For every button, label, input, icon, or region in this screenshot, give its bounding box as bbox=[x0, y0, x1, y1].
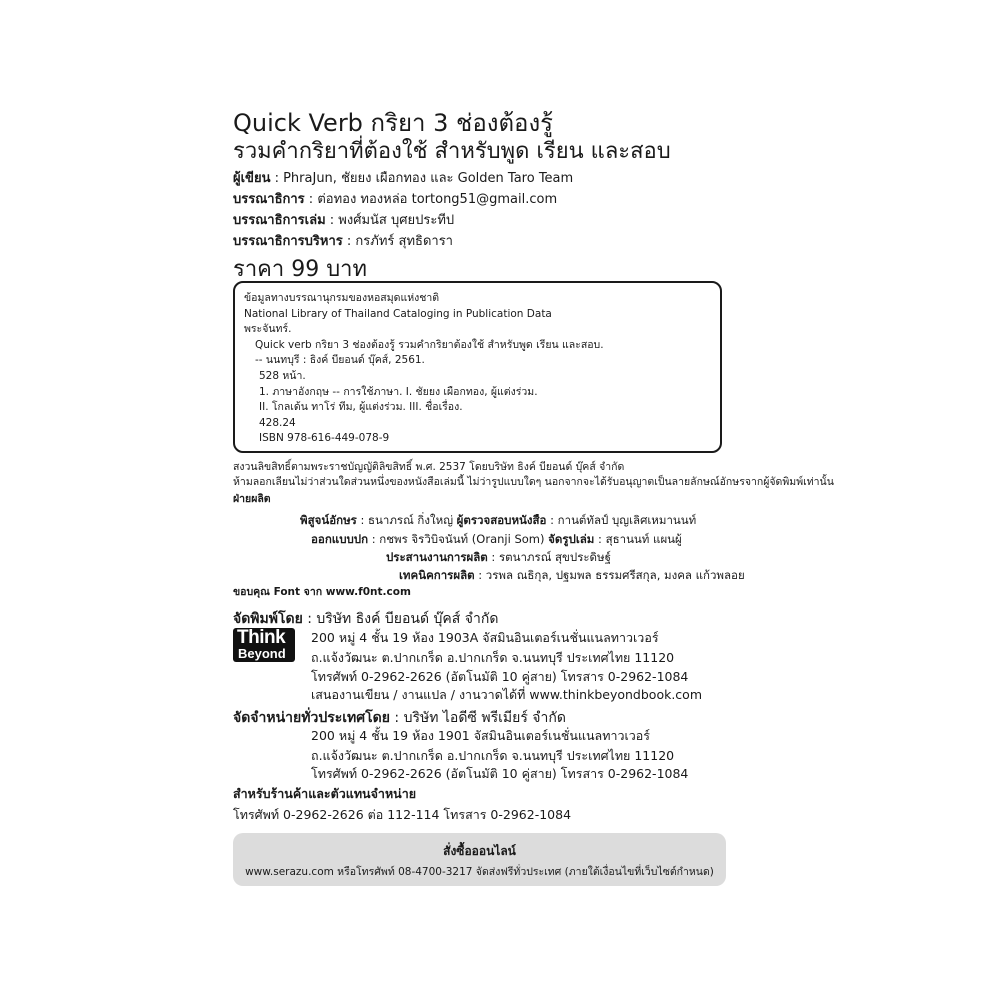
credit-volume-editor bbox=[233, 212, 454, 230]
book-title: Quick Verb กริยา 3 ช่องต้องรู้ bbox=[233, 109, 554, 137]
distributor-label: จัดจำหน่ายทั่วประเทศโดย bbox=[233, 710, 390, 726]
distributor-address: 200 หมู่ 4 ชั้น 19 ห้อง 1901 จัสมินอินเตอร์เนชั่นแนลทาวเวอร์ bbox=[311, 728, 651, 743]
isbn: ISBN 978-616-449-078-9 bbox=[259, 432, 390, 445]
production-label: พิสูจน์อักษร bbox=[300, 513, 357, 527]
credit-value: : ต่อทอง ทองหล่อ tortong51@gmail.com bbox=[304, 192, 558, 207]
font-credit: ขอบคุณ Font จาก www.f0nt.com bbox=[233, 586, 411, 598]
publisher-address: ถ.แจ้งวัฒนะ ต.ปากเกร็ด อ.ปากเกร็ด จ.นนทบุรี ประเทศไทย 11120 bbox=[311, 650, 675, 665]
credit-author bbox=[233, 170, 573, 188]
production-value: : กานต์ทัลป์ บุญเลิศเหมานนท์ bbox=[546, 513, 697, 527]
cip-line: 428.24 bbox=[259, 416, 296, 429]
production-label: ประสานงานการผลิต bbox=[386, 550, 488, 564]
copyright-restriction: ห้ามลอกเลียนไม่ว่าส่วนใดส่วนหนึ่งของหนังสือเล่มนี้ ไม่ว่ารูปแบบใดๆ นอกจากจะได้รับอนุญาตเป็นลายลักษณ์อักษรจากผู้จัดพิมพ์เท่านั้น bbox=[233, 476, 834, 488]
online-order-heading: สั่งซื้อออนไลน์ bbox=[443, 844, 516, 858]
cip-line: II. โกลเด้น ทาโร่ ทีม, ผู้แต่งร่วม. III. ชื่อเรื่อง. bbox=[259, 401, 463, 414]
production-value: : ธนาภรณ์ กิ่งใหญ่ bbox=[356, 513, 457, 527]
publisher-phone: โทรศัพท์ 0-2962-2626 (อัตโนมัติ 10 คู่สาย) โทรสาร 0-2962-1084 bbox=[311, 669, 689, 684]
publisher-website: เสนองานเขียน / งานแปล / งานวาดได้ที่ www.thinkbeyondbook.com bbox=[311, 687, 703, 702]
production-value: : สุธานนท์ แผนผู้ bbox=[594, 532, 682, 546]
logo-text: Beyond bbox=[238, 646, 286, 661]
production-label: ผู้ตรวจสอบหนังสือ bbox=[456, 513, 547, 527]
cip-line: พระจันทร์. bbox=[244, 323, 292, 336]
production-value: : วรพล ณธิกุล, ปฐมพล ธรรมศรีสกุล, มงคล แก้วพลอย bbox=[474, 568, 745, 582]
distributor-name: : บริษัท ไอดีซี พรีเมียร์ จำกัด bbox=[389, 710, 566, 726]
cataloging-data-box bbox=[233, 281, 722, 453]
copyright-notice: สงวนลิขสิทธิ์ตามพระราชบัญญัติลิขสิทธิ์ พ.ศ. 2537 โดยบริษัท ธิงค์ บียอนด์ บุ๊คส์ จำกัด bbox=[233, 461, 625, 473]
publisher-label: จัดพิมพ์โดย bbox=[233, 611, 303, 627]
publisher-name: : บริษัท ธิงค์ บียอนด์ บุ๊คส์ จำกัด bbox=[302, 611, 499, 627]
cip-line: -- นนทบุรี : ธิงค์ บียอนด์ บุ๊คส์, 2561. bbox=[255, 354, 425, 367]
production-row-coordination bbox=[386, 549, 611, 565]
online-order-text: www.serazu.com หรือโทรศัพท์ 08-4700-3217 จัดส่งฟรีทั่วประเทศ (ภายใต้เงื่อนไขที่เว็บไซต์กำหนด) bbox=[245, 866, 714, 878]
credit-label: ผู้เขียน bbox=[233, 171, 271, 186]
distributor-line bbox=[233, 708, 566, 728]
cip-line: National Library of Thailand Cataloging in Publication Data bbox=[244, 307, 552, 320]
credit-label: บรรณาธิการบริหาร bbox=[233, 234, 343, 249]
think-beyond-logo bbox=[233, 628, 295, 662]
production-row-proofreading bbox=[300, 512, 696, 528]
credit-label: บรรณาธิการ bbox=[233, 192, 305, 207]
cip-line: Quick verb กริยา 3 ช่องต้องรู้ รวมคำกริยาต้องใช้ สำหรับพูด เรียน และสอบ. bbox=[255, 338, 604, 351]
production-heading: ฝ่ายผลิต bbox=[233, 493, 271, 505]
credit-value: : กรภัทร์ สุทธิดารา bbox=[342, 234, 453, 249]
production-row-cover-design bbox=[311, 531, 682, 547]
cip-line: 1. ภาษาอังกฤษ -- การใช้ภาษา. I. ชัยยง เผือกทอง, ผู้แต่งร่วม. bbox=[259, 385, 538, 398]
price: ราคา 99 บาท bbox=[233, 257, 368, 282]
online-order-box bbox=[233, 833, 726, 886]
distributor-address: ถ.แจ้งวัฒนะ ต.ปากเกร็ด อ.ปากเกร็ด จ.นนทบุรี ประเทศไทย 11120 bbox=[311, 748, 675, 763]
production-label: ออกแบบปก bbox=[311, 532, 369, 546]
shops-heading: สำหรับร้านค้าและตัวแทนจำหน่าย bbox=[233, 786, 417, 801]
distributor-phone: โทรศัพท์ 0-2962-2626 (อัตโนมัติ 10 คู่สาย) โทรสาร 0-2962-1084 bbox=[311, 766, 689, 781]
production-value: : รตนาภรณ์ สุขประดิษฐ์ bbox=[487, 550, 611, 564]
book-subtitle: รวมคำกริยาที่ต้องใช้ สำหรับพูด เรียน และสอบ bbox=[233, 139, 671, 164]
publisher-line bbox=[233, 609, 498, 629]
credit-label: บรรณาธิการเล่ม bbox=[233, 213, 326, 228]
credit-value: : PhraJun, ชัยยง เผือกทอง และ Golden Taro Team bbox=[270, 171, 574, 186]
credit-editor bbox=[233, 191, 557, 209]
credit-executive-editor bbox=[233, 233, 453, 251]
production-row-technique bbox=[399, 567, 745, 583]
publisher-address: 200 หมู่ 4 ชั้น 19 ห้อง 1903A จัสมินอินเตอร์เนชั่นแนลทาวเวอร์ bbox=[311, 630, 659, 645]
production-label: เทคนิคการผลิต bbox=[399, 568, 475, 582]
production-value: : กชพร จิรวิบิจนันท์ (Oranji Som) bbox=[368, 532, 549, 546]
production-label: จัดรูปเล่ม bbox=[548, 532, 595, 546]
logo-text: Think bbox=[237, 627, 286, 648]
shops-contact: โทรศัพท์ 0-2962-2626 ต่อ 112-114 โทรสาร 0-2962-1084 bbox=[233, 807, 572, 822]
credit-value: : พงศ์มนัส บุศยประทีป bbox=[325, 213, 455, 228]
cip-line: ข้อมูลทางบรรณานุกรมของหอสมุดแห่งชาติ bbox=[244, 292, 440, 304]
cip-line: 528 หน้า. bbox=[259, 369, 306, 382]
